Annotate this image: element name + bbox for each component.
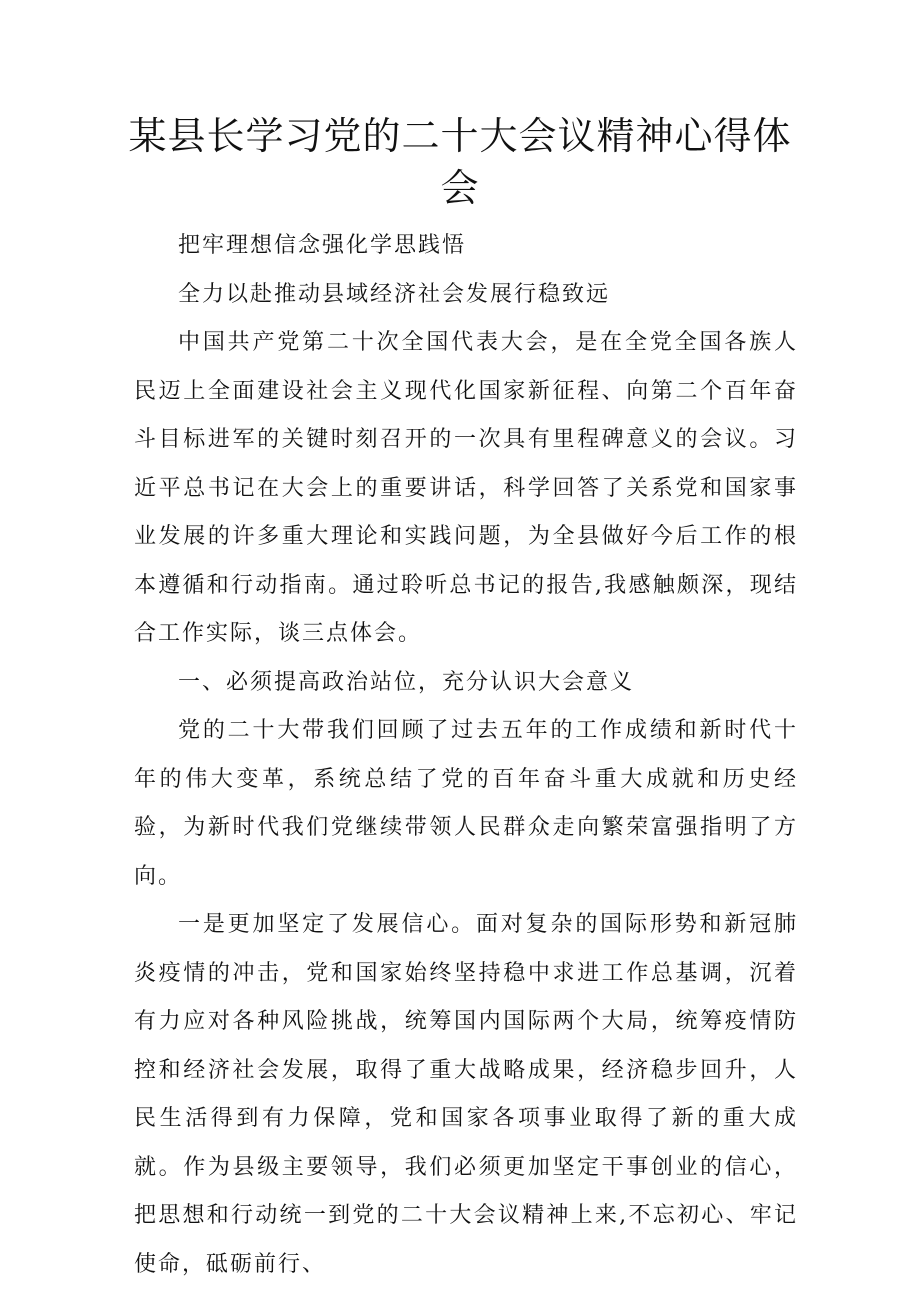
subtitle-line-1: 把牢理想信念强化学思践悟: [178, 233, 467, 258]
document-title: 某县长学习党的二十大会议精神心得体会: [128, 114, 792, 210]
paragraph: 一是更加坚定了发展信心。面对复杂的国际形势和新冠肺炎疫情的冲击，党和国家始终坚持稳中求进工作总基调，沉着有力应对各种风险挑战，统筹国内国际两个大局，统筹疫情防控和经济社会发展，取得了重大战略成果，经济稳步回升，人民生活得到有力保障，党和国家各项事业取得了新的重大成就。作为县级主要领导，我们必须更加坚定干事创业的信心，把思想和行动统一到党的二十大会议精神上来,不忘初心、牢记使命，砥砺前行、: [134, 912, 798, 1277]
paragraph: 党的二十大带我们回顾了过去五年的工作成绩和新时代十年的伟大变革，系统总结了党的百年奋斗重大成就和历史经验，为新时代我们党继续带领人民群众走向繁荣富强指明了方向。: [134, 718, 798, 889]
document-body: [134, 222, 798, 1289]
section-heading: 一、必须提高政治站位，充分认识大会意义: [178, 669, 635, 695]
paragraph: 中国共产党第二十次全国代表大会，是在全党全国各族人民迈上全面建设社会主义现代化国家新征程、向第二个百年奋斗目标进军的关键时刻召开的一次具有里程碑意义的会议。习近平总书记在大会上的重要讲话，科学回答了关系党和国家事业发展的许多重大理论和实践问题，为全县做好今后工作的根本遵循和行动指南。通过聆听总书记的报告,我感触颇深，现结合工作实际，谈三点体会。: [134, 330, 798, 646]
subtitle-line-2: 全力以赴推动县域经济社会发展行稳致远: [178, 281, 611, 307]
